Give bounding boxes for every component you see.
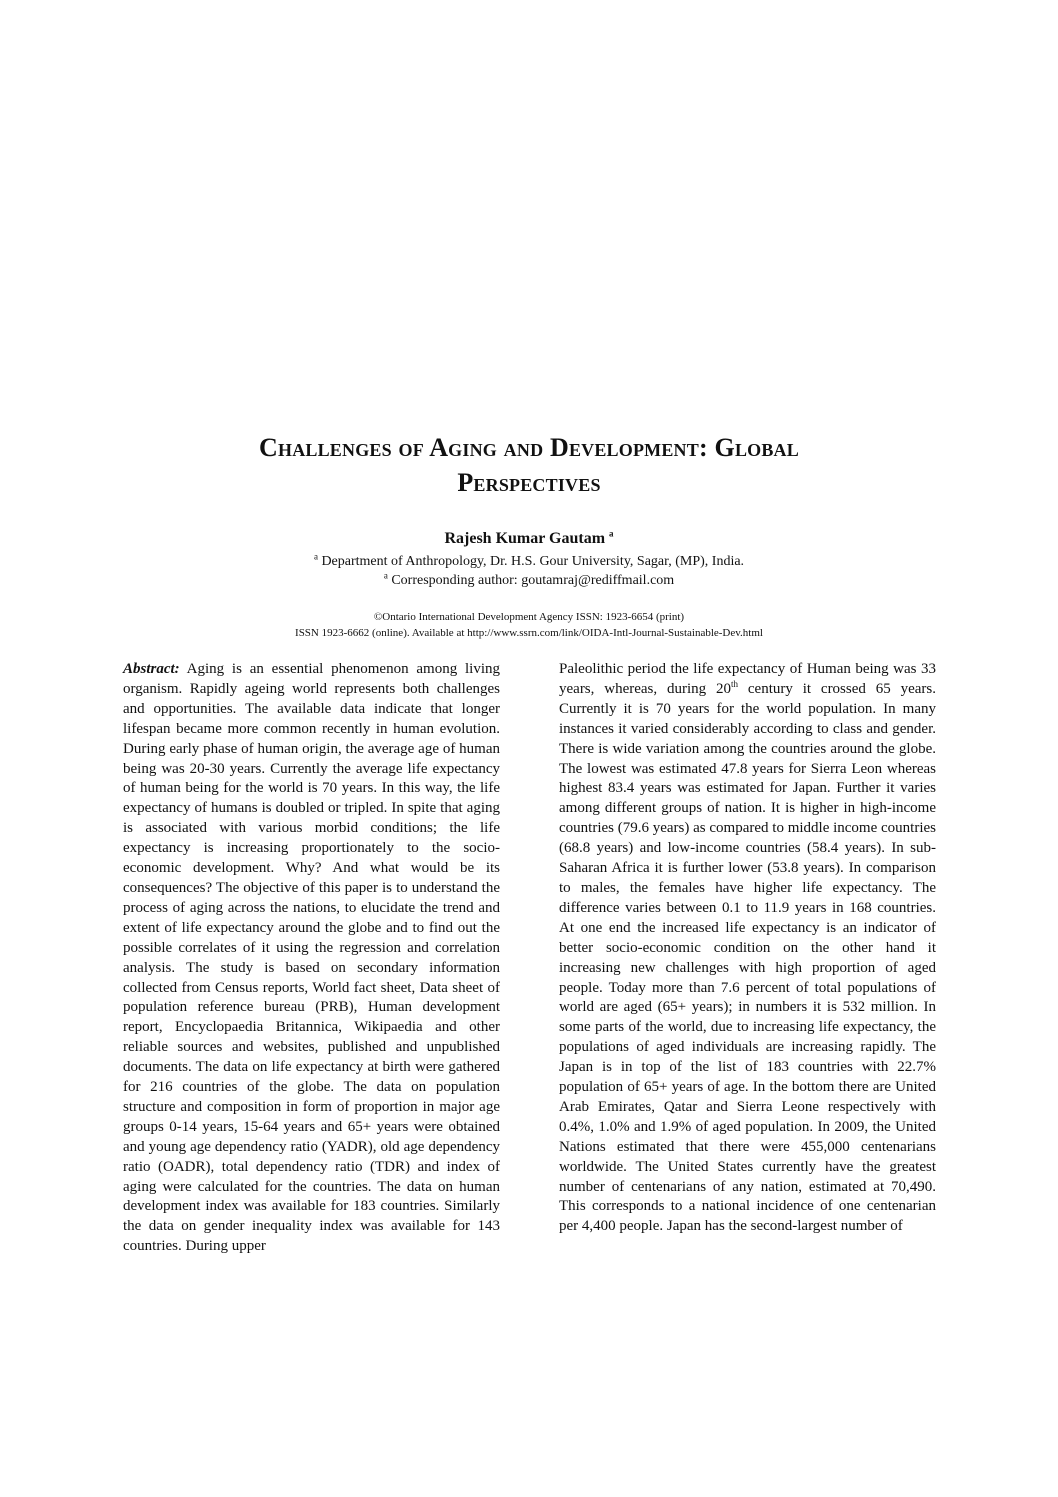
abstract-text-left: Aging is an essential phenomenon among living organism. Rapidly ageing world represents both challenges and opportunities. The available data indicate that longer lifespan became more common recently in human evolution. During early phase of human origin, the average age of human being was 20-30 years. Currently the average life expectancy of human being for the world is 70 years. In this way, the life expectancy of humans is doubled or tripled. In spite that aging is associated with various morbid conditions; the life expectancy is increasing proportionately to the socio-economic development. Why? And what would be its consequences? The objective of this paper is to understand the process of aging across the nations, to elucidate the trend and extent of life expectancy around the globe and to find out the possible correlates of it using the regression and correlation analysis. The study is based on secondary information collected from Census reports, World fact sheet, Data sheet of population reference bureau (PRB), Human development report, Encyclopaedia Britannica, Wikipaedia and other reliable sources and websites, published and unpublished documents. The data on life expectancy at birth were gathered for 216 countries of the globe. The data on population structure and composition in form of proportion in major age groups 0-14 years, 15-64 years and 65+ years were obtained and young age dependency ratio (YADR), old age dependency ratio (OADR), total dependency ratio (TDR) and index of aging were calculated for the countries. The data on human development index was available for 183 countries. Similarly the data on gender inequality index was available for 143 countries. During upper <box>123 661 500 1255</box>
paper-title <box>60 430 998 500</box>
corresponding-author <box>0 570 1058 589</box>
century-superscript: th <box>731 678 739 689</box>
abstract-text-right-1: Paleolithic period the life expectancy of Human being was 33 years, whereas, during 20 <box>559 661 936 697</box>
author <box>0 530 1058 548</box>
affiliation-department: Department of Anthropology, Dr. H.S. Gour University, Sagar, (MP), India. <box>321 554 745 569</box>
abstract-paragraph-right <box>559 660 936 1237</box>
abstract-paragraph-left <box>123 660 500 1257</box>
abstract-column-right <box>559 660 936 1237</box>
abstract-text-right-2: century it crossed 65 years. Currently it is 70 years for the world population. In many instances it varied considerably according to class and gender. There is wide variation among the countries around the globe. The lowest was estimated 47.8 years for Sierra Leon whereas highest 83.4 years was estimated for Japan. Further it varies among different groups of nation. It is higher in high-income countries (79.6 years) as compared to middle income countries (68.8 years) and low-income countries (58.4 years). In sub-Saharan Africa it is further lower (53.8 years). In comparison to males, the females have higher life expectancy. The difference varies between 0.1 to 11.9 years in 168 countries. At one end the increased life expectancy is an indicator of better socio-economic condition on the other hand it increasing new challenges with high proportion of aged people. Today more than 7.6 percent of total populations of world are aged (65+ years); in numbers it is 532 million. In some parts of the world, due to increasing life expectancy, the populations of aged individuals are increasing rapidly. The Japan is in top of the list of 183 countries with 22.7% population of 65+ years of age. In the bottom there are United Arab Emirates, Qatar and Sierra Leone respectively with 0.4%, 1.0% and 1.9% of aged population. In 2009, the United Nations estimated that there were 455,000 centenarians worldwide. The United States currently have the greatest number of centenarians of any nation, estimated at 70,490. This corresponds to a national incidence of one centenarian per 4,400 people. Japan has the second-largest number of <box>559 680 936 1235</box>
affiliation <box>0 551 1058 570</box>
author-name: Rajesh Kumar Gautam <box>444 530 606 547</box>
corresponding-mark: a <box>383 570 388 581</box>
title-line-2: Perspectives <box>457 468 601 497</box>
author-mark: a <box>609 528 614 539</box>
title-line-1: Challenges of Aging and Development: Global <box>259 433 799 462</box>
affiliation-mark: a <box>313 551 318 562</box>
abstract-column-left <box>123 660 500 1257</box>
copyright-line-1: ©Ontario International Development Agency ISSN: 1923-6654 (print) <box>373 611 685 623</box>
abstract-label: Abstract: <box>123 661 180 677</box>
corresponding-email: Corresponding author: goutamraj@rediffmail.com <box>391 573 675 588</box>
copyright-line-2: ISSN 1923-6662 (online). Available at http://www.ssrn.com/link/OIDA-Intl-Journal-Sustainable-Dev.html <box>295 627 763 639</box>
